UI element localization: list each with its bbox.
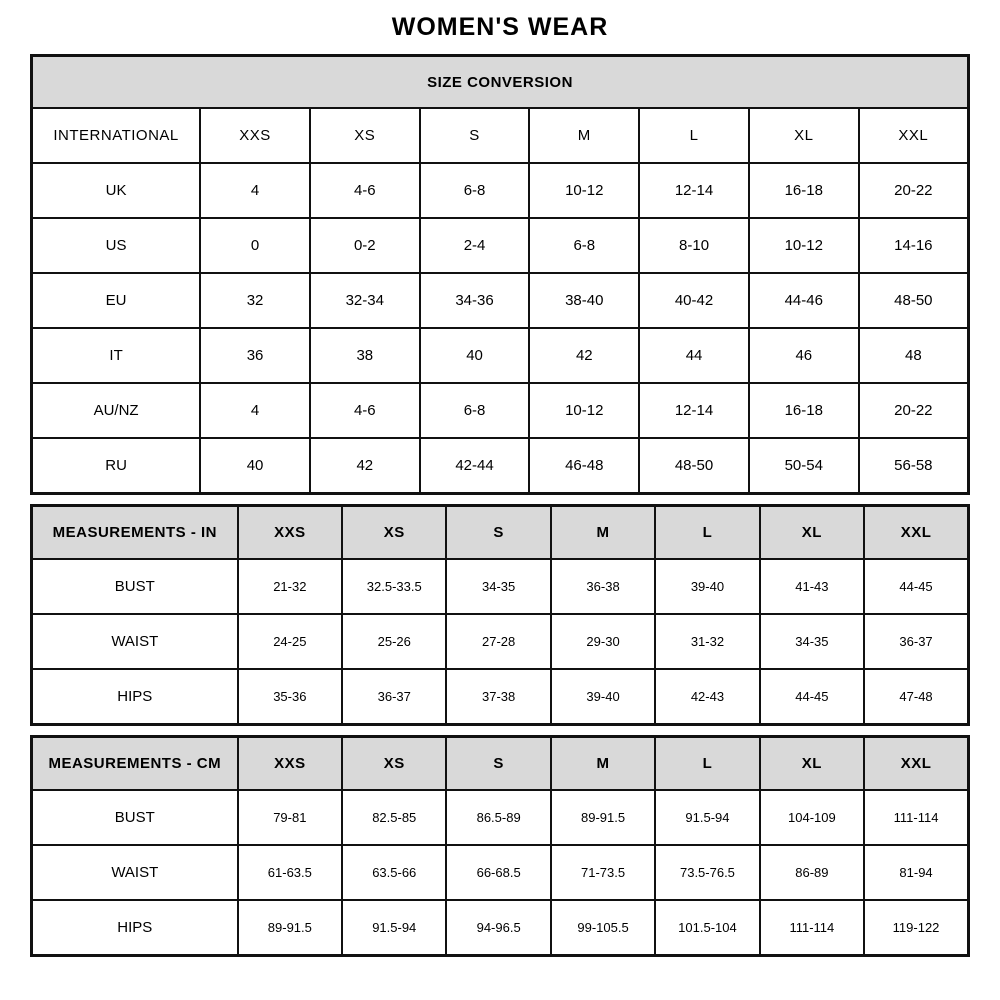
- value-cell: 31-32: [655, 614, 759, 669]
- value-cell: 12-14: [639, 383, 749, 438]
- header-size-cell: S: [420, 108, 530, 163]
- header-size-cell: XL: [760, 506, 864, 560]
- value-cell: 37-38: [446, 669, 550, 725]
- table-row: [32, 328, 969, 383]
- value-cell: 21-32: [238, 559, 342, 614]
- header-size-cell: L: [655, 506, 759, 560]
- value-cell: 36-37: [342, 669, 446, 725]
- value-cell: 86.5-89: [446, 790, 550, 845]
- value-cell: 4-6: [310, 163, 420, 218]
- value-cell: 36-37: [864, 614, 968, 669]
- value-cell: 38: [310, 328, 420, 383]
- value-cell: 44: [639, 328, 749, 383]
- value-cell: 36-38: [551, 559, 655, 614]
- value-cell: 20-22: [859, 163, 969, 218]
- value-cell: 2-4: [420, 218, 530, 273]
- value-cell: 4: [200, 163, 310, 218]
- header-label-cell: INTERNATIONAL: [32, 108, 201, 163]
- table-row: [32, 845, 969, 900]
- value-cell: 6-8: [529, 218, 639, 273]
- row-label-cell: UK: [32, 163, 201, 218]
- table-row: [32, 438, 969, 494]
- value-cell: 0-2: [310, 218, 420, 273]
- table-row: [32, 218, 969, 273]
- table-row: [32, 790, 969, 845]
- value-cell: 50-54: [749, 438, 859, 494]
- row-label-cell: HIPS: [32, 900, 238, 956]
- value-cell: 40: [200, 438, 310, 494]
- header-size-cell: M: [551, 506, 655, 560]
- header-row: [32, 108, 969, 163]
- value-cell: 61-63.5: [238, 845, 342, 900]
- value-cell: 73.5-76.5: [655, 845, 759, 900]
- value-cell: 42-44: [420, 438, 530, 494]
- header-size-cell: L: [639, 108, 749, 163]
- measurements-cm-table: [30, 735, 970, 957]
- value-cell: 36: [200, 328, 310, 383]
- header-row: [32, 506, 969, 560]
- value-cell: 10-12: [529, 383, 639, 438]
- value-cell: 48-50: [859, 273, 969, 328]
- header-size-cell: S: [446, 737, 550, 791]
- value-cell: 39-40: [655, 559, 759, 614]
- value-cell: 42: [529, 328, 639, 383]
- value-cell: 81-94: [864, 845, 968, 900]
- value-cell: 20-22: [859, 383, 969, 438]
- value-cell: 119-122: [864, 900, 968, 956]
- value-cell: 47-48: [864, 669, 968, 725]
- value-cell: 34-35: [760, 614, 864, 669]
- header-row: [32, 737, 969, 791]
- value-cell: 111-114: [864, 790, 968, 845]
- value-cell: 34-35: [446, 559, 550, 614]
- table-row: [32, 559, 969, 614]
- value-cell: 32-34: [310, 273, 420, 328]
- value-cell: 6-8: [420, 383, 530, 438]
- header-label-cell: MEASUREMENTS - IN: [32, 506, 238, 560]
- header-size-cell: S: [446, 506, 550, 560]
- header-size-cell: M: [529, 108, 639, 163]
- table-title: SIZE CONVERSION: [32, 56, 969, 109]
- page-title: WOMEN'S WEAR: [391, 13, 609, 41]
- header-size-cell: XS: [342, 506, 446, 560]
- value-cell: 99-105.5: [551, 900, 655, 956]
- header-size-cell: XXS: [238, 506, 342, 560]
- header-size-cell: XXS: [200, 108, 310, 163]
- row-label-cell: EU: [32, 273, 201, 328]
- value-cell: 10-12: [529, 163, 639, 218]
- value-cell: 24-25: [238, 614, 342, 669]
- header-size-cell: XL: [760, 737, 864, 791]
- value-cell: 8-10: [639, 218, 749, 273]
- value-cell: 89-91.5: [238, 900, 342, 956]
- header-size-cell: XXL: [864, 737, 968, 791]
- value-cell: 48: [859, 328, 969, 383]
- row-label-cell: US: [32, 218, 201, 273]
- value-cell: 44-45: [864, 559, 968, 614]
- row-label-cell: RU: [32, 438, 201, 494]
- value-cell: 12-14: [639, 163, 749, 218]
- value-cell: 46-48: [529, 438, 639, 494]
- header-size-cell: XXS: [238, 737, 342, 791]
- value-cell: 40-42: [639, 273, 749, 328]
- value-cell: 111-114: [760, 900, 864, 956]
- value-cell: 91.5-94: [342, 900, 446, 956]
- value-cell: 0: [200, 218, 310, 273]
- value-cell: 79-81: [238, 790, 342, 845]
- value-cell: 63.5-66: [342, 845, 446, 900]
- measurements-in-table: [30, 504, 970, 726]
- value-cell: 48-50: [639, 438, 749, 494]
- value-cell: 71-73.5: [551, 845, 655, 900]
- value-cell: 16-18: [749, 163, 859, 218]
- value-cell: 46: [749, 328, 859, 383]
- row-label-cell: WAIST: [32, 614, 238, 669]
- table-row: [32, 900, 969, 956]
- value-cell: 4-6: [310, 383, 420, 438]
- table-row: [32, 614, 969, 669]
- value-cell: 56-58: [859, 438, 969, 494]
- value-cell: 25-26: [342, 614, 446, 669]
- value-cell: 86-89: [760, 845, 864, 900]
- value-cell: 66-68.5: [446, 845, 550, 900]
- header-size-cell: XXL: [864, 506, 968, 560]
- value-cell: 38-40: [529, 273, 639, 328]
- value-cell: 104-109: [760, 790, 864, 845]
- value-cell: 10-12: [749, 218, 859, 273]
- value-cell: 29-30: [551, 614, 655, 669]
- value-cell: 27-28: [446, 614, 550, 669]
- value-cell: 35-36: [238, 669, 342, 725]
- header-size-cell: M: [551, 737, 655, 791]
- value-cell: 34-36: [420, 273, 530, 328]
- value-cell: 42-43: [655, 669, 759, 725]
- row-label-cell: HIPS: [32, 669, 238, 725]
- value-cell: 39-40: [551, 669, 655, 725]
- table-row: [32, 163, 969, 218]
- header-size-cell: XS: [342, 737, 446, 791]
- value-cell: 6-8: [420, 163, 530, 218]
- value-cell: 44-46: [749, 273, 859, 328]
- row-label-cell: WAIST: [32, 845, 238, 900]
- value-cell: 94-96.5: [446, 900, 550, 956]
- size-conversion-table: [30, 54, 970, 495]
- table-row: [32, 669, 969, 725]
- row-label-cell: AU/NZ: [32, 383, 201, 438]
- value-cell: 16-18: [749, 383, 859, 438]
- header-size-cell: XS: [310, 108, 420, 163]
- value-cell: 14-16: [859, 218, 969, 273]
- row-label-cell: BUST: [32, 559, 238, 614]
- value-cell: 101.5-104: [655, 900, 759, 956]
- value-cell: 32.5-33.5: [342, 559, 446, 614]
- table-row: [32, 273, 969, 328]
- table-row: [32, 383, 969, 438]
- header-label-cell: MEASUREMENTS - CM: [32, 737, 238, 791]
- value-cell: 42: [310, 438, 420, 494]
- value-cell: 41-43: [760, 559, 864, 614]
- value-cell: 32: [200, 273, 310, 328]
- value-cell: 44-45: [760, 669, 864, 725]
- value-cell: 82.5-85: [342, 790, 446, 845]
- header-size-cell: XXL: [859, 108, 969, 163]
- row-label-cell: IT: [32, 328, 201, 383]
- value-cell: 89-91.5: [551, 790, 655, 845]
- header-size-cell: L: [655, 737, 759, 791]
- row-label-cell: BUST: [32, 790, 238, 845]
- value-cell: 40: [420, 328, 530, 383]
- header-size-cell: XL: [749, 108, 859, 163]
- value-cell: 4: [200, 383, 310, 438]
- value-cell: 91.5-94: [655, 790, 759, 845]
